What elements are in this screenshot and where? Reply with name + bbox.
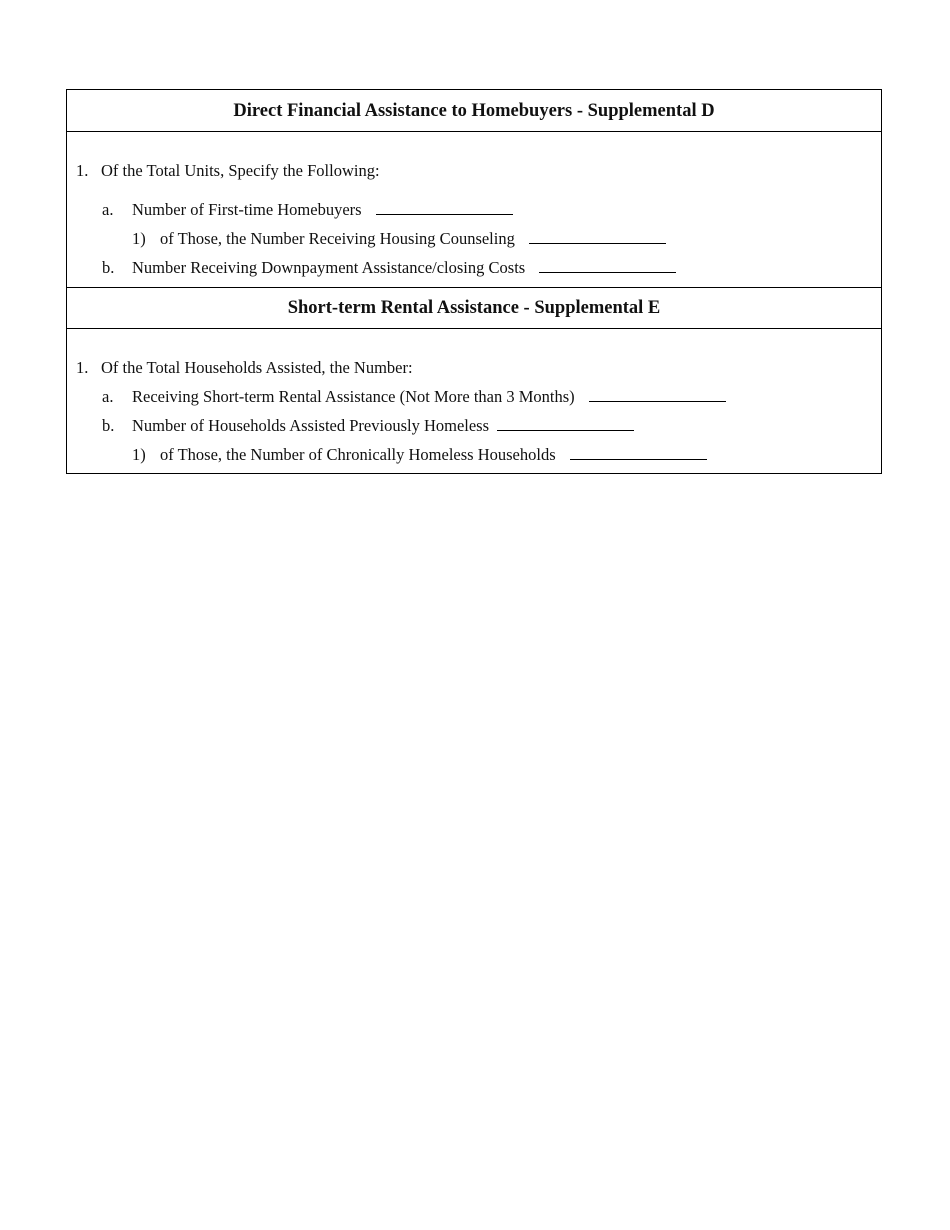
section-e-item-b1-number: 1) xyxy=(132,445,146,464)
section-d-item-b-number: b. xyxy=(102,258,115,277)
section-d-item-a-text: Number of First-time Homebuyers xyxy=(132,200,362,219)
section-e-item-b-number: b. xyxy=(102,416,115,435)
section-d-item-b-text: Number Receiving Downpayment Assistance/closing Costs xyxy=(132,258,526,277)
section-d-item-a1-text: of Those, the Number Receiving Housing Counseling xyxy=(160,229,515,248)
section-e-item-a-text: Receiving Short-term Rental Assistance (Not More than 3 Months) xyxy=(132,387,575,406)
section-d-item-1-number: 1. xyxy=(76,161,89,180)
section-e-title: Short-term Rental Assistance - Supplemental E xyxy=(287,298,661,318)
section-e-item-1-number: 1. xyxy=(76,358,89,377)
section-e-item-b1-text: of Those, the Number of Chronically Homeless Households xyxy=(160,445,556,464)
section-e-item-1-text: Of the Total Households Assisted, the Number: xyxy=(101,358,413,377)
section-d-divider xyxy=(67,131,881,132)
short-term-rental-field[interactable] xyxy=(589,400,726,402)
section-d-item-a1-number: 1) xyxy=(132,229,146,248)
section-e-item-a-number: a. xyxy=(102,387,114,406)
section-d-title: Direct Financial Assistance to Homebuyers - Supplemental D xyxy=(233,101,715,121)
previously-homeless-field[interactable] xyxy=(497,429,634,431)
section-e-item-b-text: Number of Households Assisted Previously Homeless xyxy=(132,416,490,435)
section-e-divider xyxy=(67,328,881,329)
first-time-homebuyers-field[interactable] xyxy=(376,213,513,215)
downpayment-assistance-field[interactable] xyxy=(539,271,676,273)
supplemental-form xyxy=(66,89,882,474)
section-d-item-1-text: Of the Total Units, Specify the Following: xyxy=(101,161,380,180)
section-d-item-a-number: a. xyxy=(102,200,114,219)
chronically-homeless-field[interactable] xyxy=(570,458,707,460)
housing-counseling-field[interactable] xyxy=(529,242,666,244)
section-divider xyxy=(67,287,881,288)
